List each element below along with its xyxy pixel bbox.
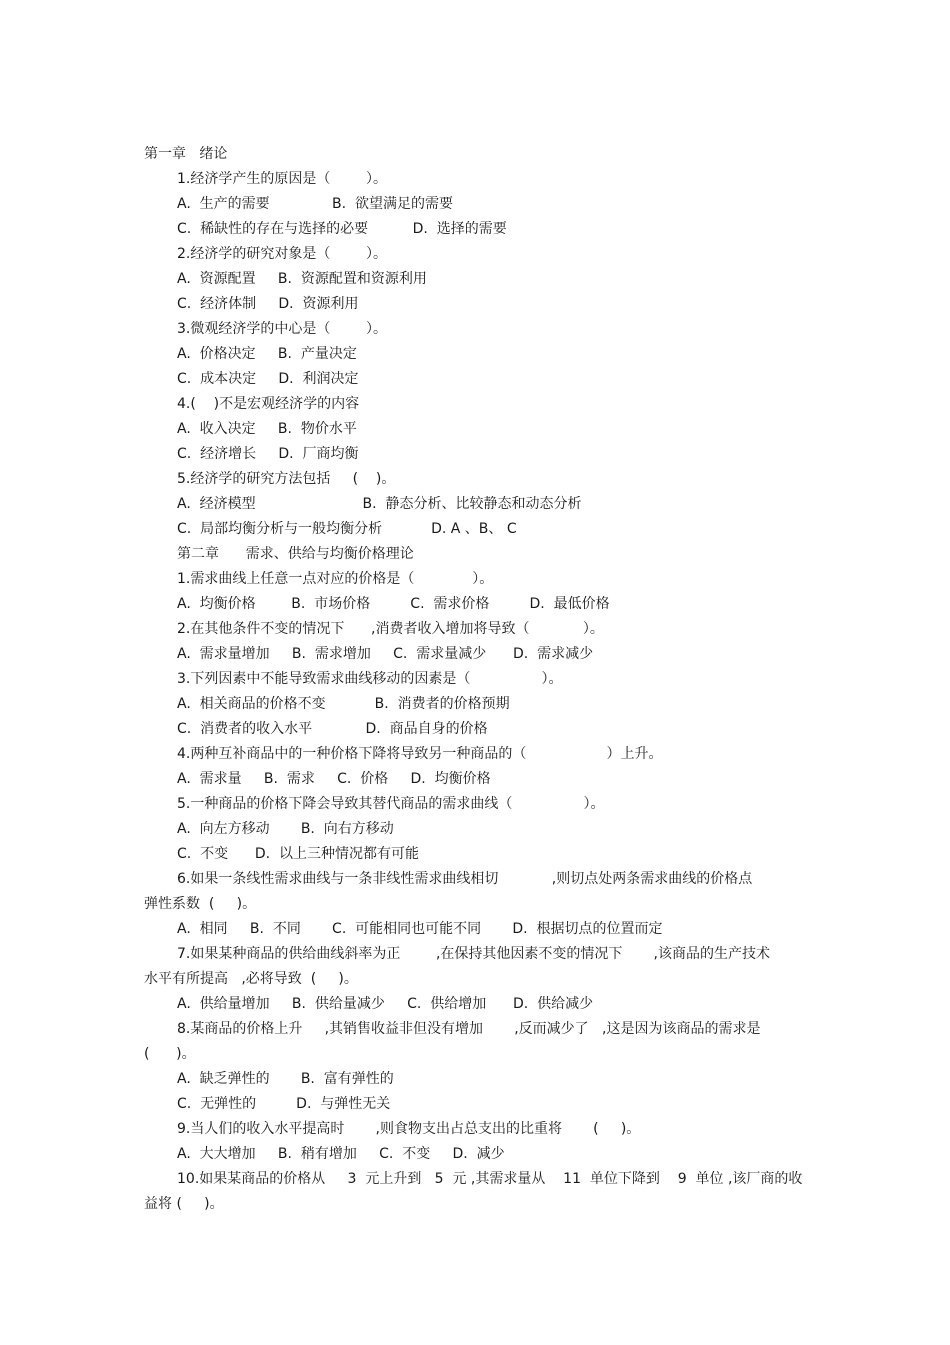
answer-options: A. 经济模型 B. 静态分析、比较静态和动态分析: [177, 496, 582, 512]
answer-options: C. 无弹性的 D. 与弹性无关: [177, 1096, 391, 1112]
question-text: 5.一种商品的价格下降会导致其替代商品的需求曲线（ ）。: [177, 796, 605, 812]
question-text: 2.经济学的研究对象是（ ）。: [177, 246, 387, 262]
answer-options: A. 资源配置 B. 资源配置和资源利用: [177, 271, 427, 287]
answer-options: A. 向左方移动 B. 向右方移动: [177, 821, 394, 837]
question-text: 4.( )不是宏观经济学的内容: [177, 396, 360, 412]
answer-options: A. 需求量增加 B. 需求增加 C. 需求量减少 D. 需求减少: [177, 646, 594, 662]
question-text: 10.如果某商品的价格从 3 元上升到 5 元 ,其需求量从 11 单位下降到 9 单位 ,该厂商的收: [177, 1171, 803, 1187]
answer-options: C. 经济体制 D. 资源利用: [177, 296, 359, 312]
answer-options: A. 均衡价格 B. 市场价格 C. 需求价格 D. 最低价格: [177, 596, 610, 612]
question-text: 9.当人们的收入水平提高时 ,则食物支出占总支出的比重将 ( )。: [177, 1121, 641, 1137]
answer-options: C. 经济增长 D. 厂商均衡: [177, 446, 359, 462]
question-text: 7.如果某种商品的供给曲线斜率为正 ,在保持其他因素不变的情况下 ,该商品的生产技术: [177, 946, 771, 962]
question-text-continued: 弹性系数 ( )。: [144, 896, 257, 912]
chapter-heading: 第二章 需求、供给与均衡价格理论: [177, 546, 414, 562]
answer-options: C. 消费者的收入水平 D. 商品自身的价格: [177, 721, 488, 737]
question-text: 4.两种互补商品中的一种价格下降将导致另一种商品的（ ）上升。: [177, 746, 663, 762]
answer-options: C. 不变 D. 以上三种情况都有可能: [177, 846, 419, 862]
question-text: 3.下列因素中不能导致需求曲线移动的因素是（ ）。: [177, 671, 563, 687]
answer-options: A. 缺乏弹性的 B. 富有弹性的: [177, 1071, 394, 1087]
answer-options: A. 生产的需要 B. 欲望满足的需要: [177, 196, 453, 212]
question-text: 5.经济学的研究方法包括 ( )。: [177, 471, 396, 487]
answer-options: A. 大大增加 B. 稍有增加 C. 不变 D. 减少: [177, 1146, 505, 1162]
question-text-continued: 益将 ( )。: [144, 1196, 224, 1212]
answer-options: A. 相同 B. 不同 C. 可能相同也可能不同 D. 根据切点的位置而定: [177, 921, 663, 937]
question-text: 2.在其他条件不变的情况下 ,消费者收入增加将导致（ ）。: [177, 621, 604, 637]
question-text-continued: 水平有所提高 ,必将导致 ( )。: [144, 971, 358, 987]
answer-options: A. 收入决定 B. 物价水平: [177, 421, 357, 437]
question-text: 1.经济学产生的原因是（ ）。: [177, 171, 387, 187]
answer-options: A. 需求量 B. 需求 C. 价格 D. 均衡价格: [177, 771, 491, 787]
chapter-heading: 第一章 绪论: [144, 146, 228, 162]
answer-options: C. 局部均衡分析与一般均衡分析 D. A 、B、 C: [177, 521, 517, 537]
question-text-continued: ( )。: [144, 1046, 196, 1062]
answer-options: C. 成本决定 D. 利润决定: [177, 371, 359, 387]
question-text: 1.需求曲线上任意一点对应的价格是（ ）。: [177, 571, 494, 587]
question-text: 8.某商品的价格上升 ,其销售收益非但没有增加 ,反而减少了 ,这是因为该商品的需求是: [177, 1021, 761, 1037]
answer-options: C. 稀缺性的存在与选择的必要 D. 选择的需要: [177, 221, 507, 237]
answer-options: A. 相关商品的价格不变 B. 消费者的价格预期: [177, 696, 510, 712]
question-text: 3.微观经济学的中心是（ ）。: [177, 321, 387, 337]
question-text: 6.如果一条线性需求曲线与一条非线性需求曲线相切 ,则切点处两条需求曲线的价格点: [177, 871, 753, 887]
answer-options: A. 供给量增加 B. 供给量减少 C. 供给增加 D. 供给减少: [177, 996, 594, 1012]
answer-options: A. 价格决定 B. 产量决定: [177, 346, 357, 362]
